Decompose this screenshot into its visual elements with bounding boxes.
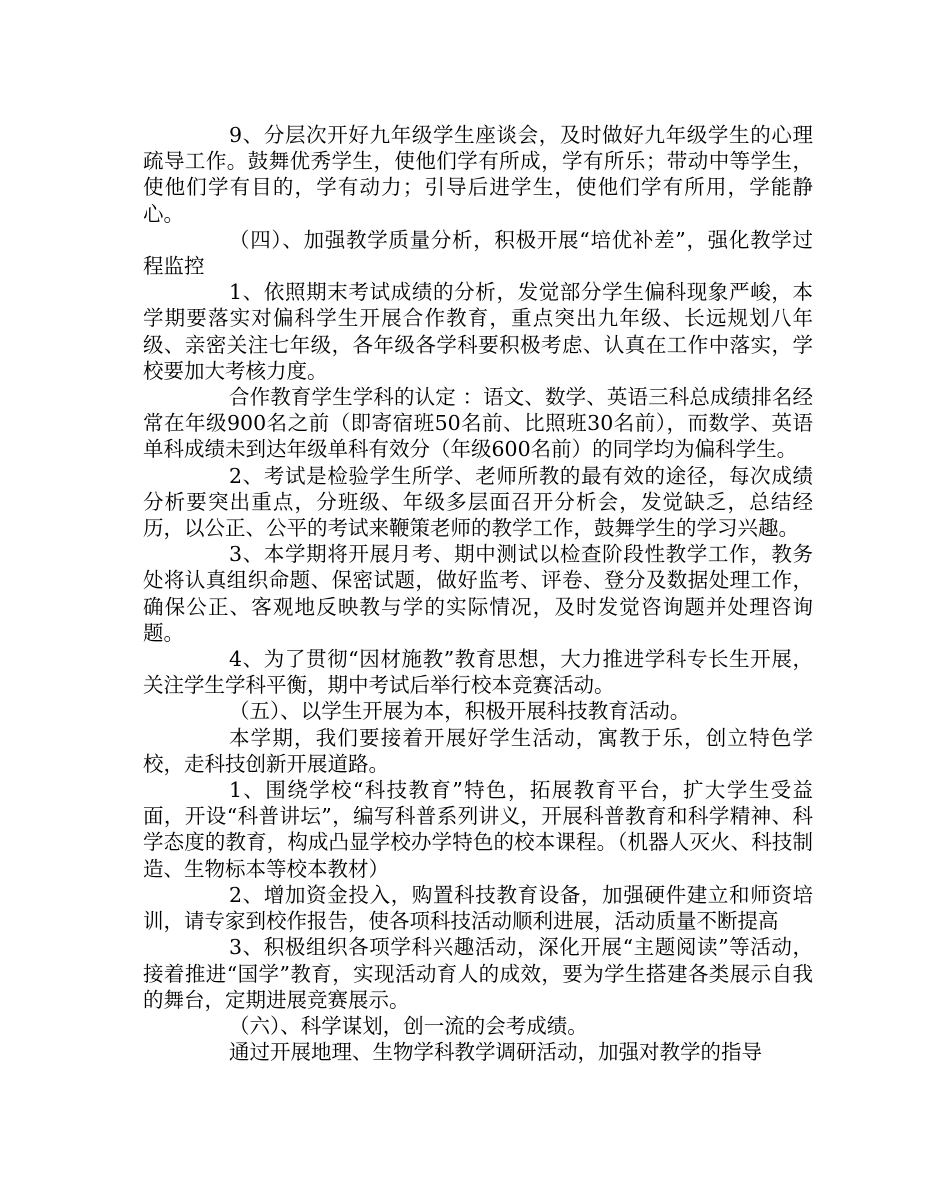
paragraph-item-4-3: 3、本学期将开展月考、期中测试以检查阶段性教学工作，教务处将认真组织命题、保密试题，做好监考、评卷、登分及数据处理工作，确保公正、客观地反映教与学的实际情况，及时发觉咨询题并处理咨询题。 xyxy=(143,542,813,645)
paragraph-item-4-4: 4、为了贯彻“因材施教”教育思想，大力推进学科专长生开展，关注学生学科平衡，期中考试后举行校本竞赛活动。 xyxy=(143,647,813,698)
paragraph-item-9: 9、分层次开好九年级学生座谈会，及时做好九年级学生的心理疏导工作。鼓舞优秀学生，使他们学有所成，学有所乐；带动中等学生，使他们学有目的，学有动力；引导后进学生，使他们学有所用，学能静心。 xyxy=(143,123,813,226)
section-heading-5: （五）、以学生开展为本，积极开展科技教育活动。 xyxy=(229,699,691,724)
section-heading-4: （四）、加强教学质量分析，积极开展“培优补差”，强化教学过程监控 xyxy=(143,227,813,279)
section-heading-6: （六）、科学谋划，创一流的会考成绩。 xyxy=(229,1013,588,1038)
paragraph-item-5-2: 2、增加资金投入，购置科技教育设备，加强硬件建立和师资培训，请专家到校作报告，使各项科技活动顺利进展，活动质量不断提高 xyxy=(143,882,813,934)
paragraph-item-5-3: 3、积极组织各项学科兴趣活动，深化开展“主题阅读”等活动，接着推进“国学”教育，实现活动育人的成效，要为学生搭建各类展示自我的舞台，定期进展竞赛展示。 xyxy=(143,935,813,1012)
document-body xyxy=(143,122,813,1065)
paragraph-intro-6: 通过开展地理、生物学科教学调研活动，加强对教学的指导 xyxy=(229,1040,762,1065)
paragraph-definition-note: 合作教育学生学科的认定 ：语文、数学、英语三科总成绩排名经常在年级900名之前（即寄宿班50名前、比照班30名前），而数学、英语单科成绩未到达年级单科有效分（年级600名前）的同学均为偏科学生。 xyxy=(143,385,813,462)
paragraph-item-5-1: 1、围绕学校“科技教育”特色，拓展教育平台，扩大学生受益面，开设“科普讲坛”，编写科普系列讲义，开展科普教育和科学精神、科学态度的教育，构成凸显学校办学特色的校本课程。（机器人灭火、科技制造、生物标本等校本教材） xyxy=(143,778,813,881)
paragraph-item-4-2: 2、考试是检验学生所学、老师所教的最有效的途径，每次成绩分析要突出重点，分班级、年级多层面召开分析会，发觉缺乏，总结经历，以公正、公平的考试来鞭策老师的教学工作，鼓舞学生的学习兴趣。 xyxy=(143,463,813,541)
paragraph-intro-5: 本学期，我们要接着开展好学生活动，寓教于乐，创立特色学校，走科技创新开展道路。 xyxy=(143,725,813,776)
paragraph-item-4-1: 1、依照期末考试成绩的分析，发觉部分学生偏科现象严峻，本学期要落实对偏科学生开展合作教育，重点突出九年级、长远规划八年级、亲密关注七年级，各年级各学科要积极考虑、认真在工作中落实，学校要加大考核力度。 xyxy=(143,280,813,383)
